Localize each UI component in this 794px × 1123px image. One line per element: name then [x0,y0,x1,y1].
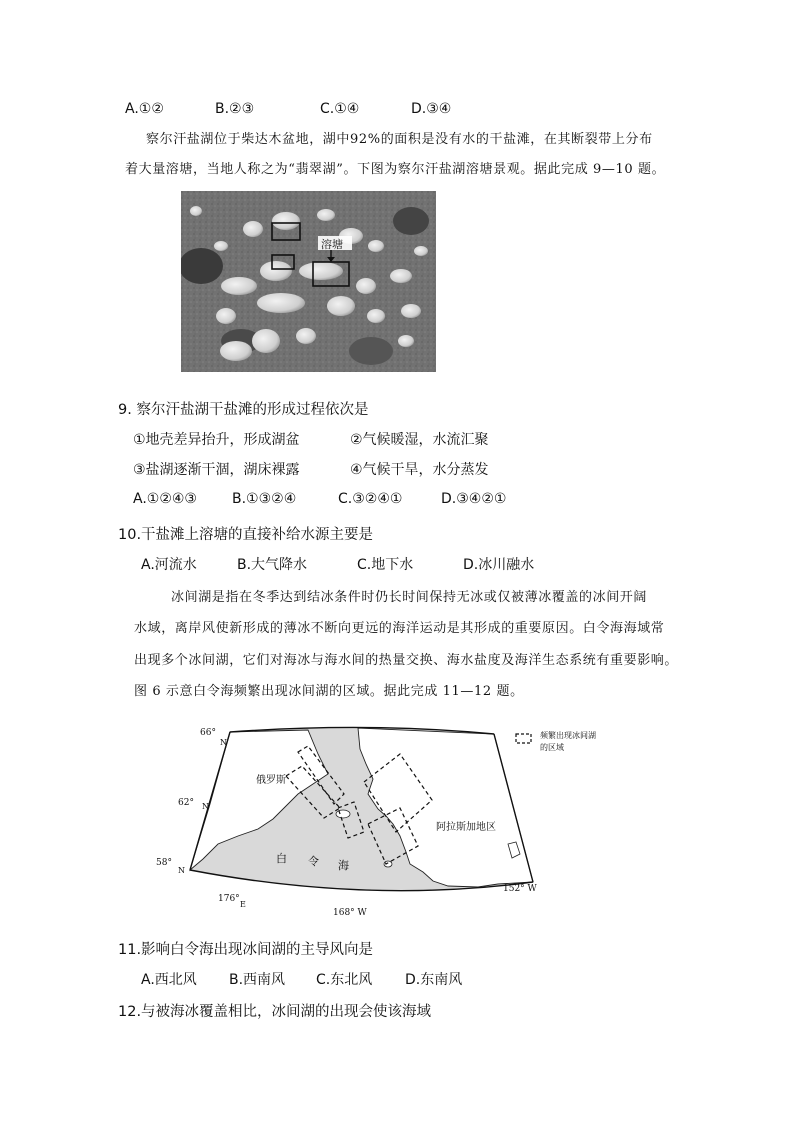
q10-stem: 10.干盐滩上溶塘的直接补给水源主要是 [118,527,374,543]
q9-item-1: ①地壳差异抬升，形成湖盆 [133,432,300,448]
q10-option-d: D.冰川融水 [463,557,535,573]
salt-lake-photo [181,191,436,372]
legend-text-1: 频繁出现冰间湖 [540,731,596,740]
sea-label-1: 白 [276,852,287,865]
lon-152-label: 152° W [503,884,537,894]
photo-label: 溶塘 [321,238,343,251]
q8-option-b: B.②③ [215,101,255,117]
sea-label-2: 令 [308,855,319,868]
q9-stem: 9. 察尔汗盐湖干盐滩的形成过程依次是 [118,402,369,418]
alaska-label: 阿拉斯加地区 [436,822,496,833]
q12-stem: 12.与被海冰覆盖相比，冰间湖的出现会使该海域 [118,1004,432,1020]
passage2-line4: 图 6 示意白令海频繁出现冰间湖的区域。据此完成 11—12 题。 [134,684,524,699]
lon-176-e: E [240,900,246,909]
q9-option-a: A.①②④③ [133,491,197,507]
q9-item-2: ②气候暖湿，水流汇聚 [350,432,489,448]
q10-option-c: C.地下水 [357,557,414,573]
passage1-line1: 察尔汗盐湖位于柴达木盆地，湖中92%的面积是没有水的干盐滩，在其断裂带上分布 [146,132,653,147]
q10-option-b: B.大气降水 [237,557,308,573]
legend-text-2: 的区域 [540,743,564,752]
q11-option-b: B.西南风 [229,972,286,988]
lat-58-n: N [178,866,185,875]
q9-option-b: B.①③②④ [232,491,297,507]
sea-label-3: 海 [338,859,349,872]
q8-option-d: D.③④ [411,101,452,117]
q9-option-c: C.③②④① [338,491,403,507]
lat-66-label: 66° [200,728,216,738]
q9-item-4: ④气候干旱，水分蒸发 [350,462,489,478]
lat-66-n: N [220,738,227,747]
passage2-line3: 出现多个冰间湖，它们对海冰与海水间的热量交换、海水盐度及海洋生态系统有重要影响。 [134,653,679,668]
lat-58-label: 58° [156,858,172,868]
lon-176-label: 176° [218,894,240,904]
lat-62-label: 62° [178,798,194,808]
q9-option-d: D.③④②① [441,491,507,507]
q11-option-d: D.东南风 [405,972,463,988]
q11-option-a: A.西北风 [141,972,197,988]
passage2-line1: 冰间湖是指在冬季达到结冰条件时仍长时间保持无冰或仅被薄冰覆盖的冰间开阔 [171,590,648,605]
q8-option-c: C.①④ [320,101,360,117]
q8-option-a: A.①② [125,101,164,117]
q11-option-c: C.东北风 [316,972,373,988]
lat-62-n: N [202,802,209,811]
passage1-line2: 着大量溶塘，当地人称之为“翡翠湖”。下图为察尔汗盐湖溶塘景观。据此完成 9—10 题。 [125,162,666,177]
q11-stem: 11.影响白令海出现冰间湖的主导风向是 [118,942,374,958]
lon-168-label: 168° W [333,908,367,918]
bering-sea-map-graphic [178,724,554,922]
passage2-line2: 水域，离岸风使新形成的薄冰不断向更远的海洋运动是其形成的重要原因。白令海海域常 [134,621,665,636]
q9-item-3: ③盐湖逐渐干涸，湖床裸露 [133,462,300,478]
q10-option-a: A.河流水 [141,557,197,573]
bering-sea-map [156,724,596,922]
salt-lake-photo-image [181,191,436,372]
russia-label: 俄罗斯 [256,775,286,786]
